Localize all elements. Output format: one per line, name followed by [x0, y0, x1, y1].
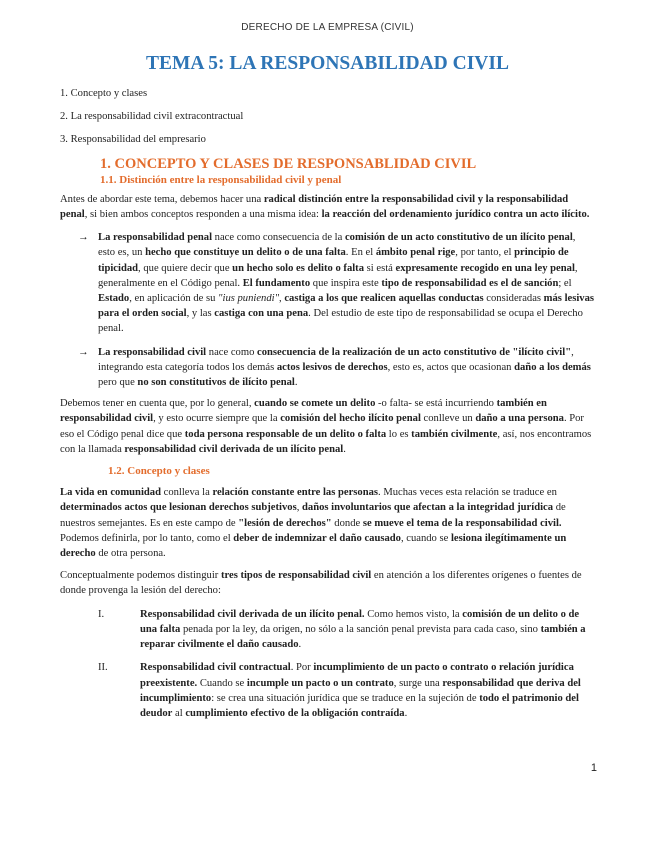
table-of-contents [60, 86, 594, 148]
list-item-responsabilidad-civil: → La responsabilidad civil nace como consecuencia de la realización de un acto constitutivo de "ilícito civil", integrando esta categoría todos los demás actos lesivos de derechos, esto es, actos que ocasionan daño a los demás pero que no son constitutivos de ilícito penal. [78, 346, 591, 389]
toc-item-2: 2. La responsabilidad civil extracontractual [60, 111, 244, 123]
page-number: 1 [590, 762, 597, 774]
subsection-1-1-heading: 1.1. Distinción entre la responsabilidad civil y penal [100, 173, 342, 186]
page-header: DERECHO DE LA EMPRESA (CIVIL) [241, 22, 414, 33]
list-item-roman-2: II. Responsabilidad civil contractual. Por incumplimiento de un pacto o contrato o relación jurídica preexistente. Cuando se incumple un pacto o un contrato, surge una responsabilidad que deriva del incumplimiento: se crea una situación jurídica que se traduce en la sujeción de todo el patrimonio del deudor al cumplimiento efectivo de la obligación contraída. [98, 662, 581, 719]
paragraph-delito: Debemos tener en cuenta que, por lo general, cuando se comete un delito -o falta- se está incurriendo también en responsabilidad civil, y esto ocurre siempre que la comisión del hecho ilícito penal conlleve un daño a una persona. Por eso el Código penal dice que toda persona responsable de un delito o falta lo es también civilmente, así, nos encontramos con la llamada responsabilidad civil derivada de un ilícito penal. [60, 398, 592, 455]
paragraph-intro: Antes de abordar este tema, debemos hacer una radical distinción entre la responsabilidad civil y la responsabilidad penal, si bien ambos conceptos responden a una misma idea: la reacción del ordenamiento jurídico contra un acto ilícito. [60, 193, 590, 221]
paragraph-tres-tipos: Conceptualmente podemos distinguir tres tipos de responsabilidad civil en atención a los diferentes orígenes o fuentes de donde provenga la lesión del derecho: [60, 570, 582, 597]
page-title: TEMA 5: LA RESPONSABILIDAD CIVIL [146, 53, 509, 74]
toc-item-1: 1. Concepto y clases [60, 88, 148, 99]
arrow-right-icon: → [78, 346, 89, 358]
toc-item-3: 3. Responsabilidad del empresario [60, 134, 206, 146]
paragraph-vida-comunidad: La vida en comunidad conlleva la relación constante entre las personas. Muchas veces esta relación se traduce en determinados actos que lesionan derechos subjetivos, daños involuntarios que afectan a la integridad jurídica de nuestros semejantes. Es en este campo de "lesión de derechos" donde se mueve el tema de la responsabilidad civil. Podemos definirla, por lo tanto, como el deber de indemnizar el daño causado, cuando se lesiona ilegítimamente un derecho de otra persona. [60, 487, 567, 560]
section-1-heading: 1. CONCEPTO Y CLASES DE RESPONSABLIDAD CIVIL [100, 155, 477, 172]
list-number: I. [98, 608, 105, 620]
subsection-1-2-heading: 1.2. Concepto y clases [108, 465, 210, 478]
list-item-responsabilidad-penal: → La responsabilidad penal nace como consecuencia de la comisión de un acto constitutivo de un ilícito penal, esto es, un hecho que constituye un delito o de una falta. En el ámbito penal rige, por tanto, el principio de tipicidad, que quiere decir que un hecho solo es delito o falta si está expresamente recogido en una ley penal, generalmente en el Código penal. El fundamento que inspira este tipo de responsabilidad es el de sanción; el Estado, en aplicación de su "ius puniendi", castiga a los que realicen aquellas conductas consideradas más lesivas para el orden social, y las castiga con una pena. Del estudio de este tipo de responsabilidad se ocupa el Derecho penal. [78, 232, 594, 335]
document-body [60, 86, 594, 729]
list-number: II. [98, 662, 108, 674]
list-item-roman-1: I. Responsabilidad civil derivada de un ilícito penal. Como hemos visto, la comisión de un delito o de una falta penada por la ley, da origen, no sólo a la sanción penal prevista para cada caso, sino también a reparar civilmente el daño causado. [98, 608, 586, 651]
arrow-right-icon: → [78, 232, 89, 244]
